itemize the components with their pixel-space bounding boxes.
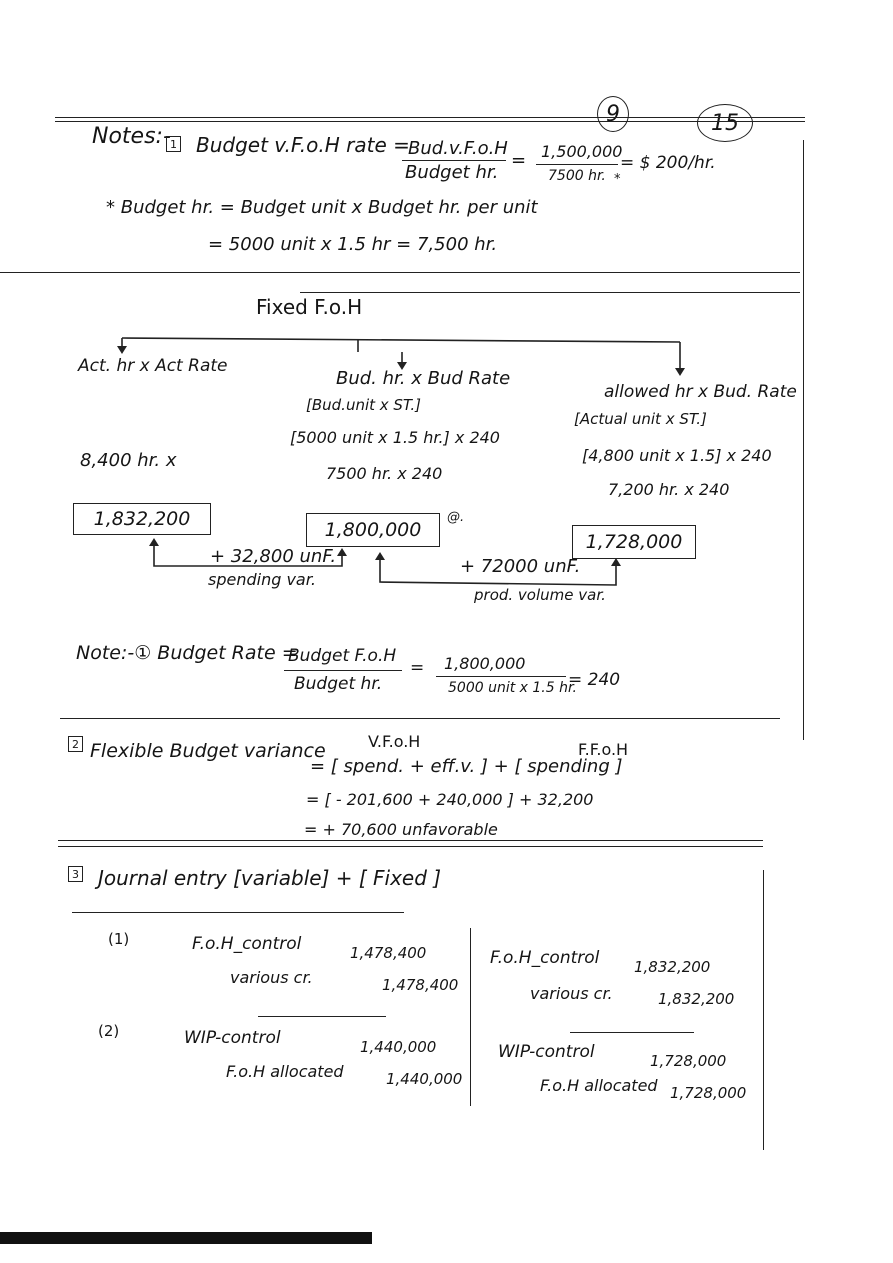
journal-number <box>68 866 83 882</box>
entry2-number: (2) <box>98 1022 120 1040</box>
entry1-debit: F.o.H_control <box>192 934 302 954</box>
entry1-credit-amount: 1,478,400 <box>382 976 459 994</box>
entry1-number: (1) <box>108 930 130 948</box>
col2-calc2: 7500 hr. x 240 <box>326 464 443 483</box>
notes-fraction2-denominator: 7500 hr. <box>548 168 606 184</box>
fixed-entry2-credit: F.o.H allocated <box>540 1076 658 1095</box>
fixed-entry2-credit-amount: 1,728,000 <box>670 1084 747 1102</box>
flexible-title: Flexible Budget variance <box>90 740 326 762</box>
note-rate-label: Note:-① Budget Rate = <box>76 642 298 664</box>
section-rule-3b <box>58 846 763 847</box>
entry1-credit: various cr. <box>230 968 313 987</box>
col2-subheading: [Bud.unit x ST.] <box>306 396 421 414</box>
flexible-ffoh-label: F.F.o.H <box>578 740 629 759</box>
entry2-credit-amount: 1,440,000 <box>386 1070 463 1088</box>
flexible-number <box>68 736 83 752</box>
fixed-entry1-credit: various cr. <box>530 984 613 1003</box>
notes-fraction1-denominator: Budget hr. <box>405 162 499 183</box>
col3-calc2: 7,200 hr. x 240 <box>608 480 730 499</box>
section-rule-2 <box>60 718 780 719</box>
section-rule-3 <box>58 840 763 841</box>
col2-heading: Bud. hr. x Bud Rate <box>336 368 511 389</box>
journal-underline <box>72 912 404 913</box>
note-rate-denominator: Budget hr. <box>294 674 383 694</box>
notes-fraction2-numerator: 1,500,000 <box>541 142 623 161</box>
journal-title: Journal entry [variable] + [ Fixed ] <box>98 866 442 890</box>
fixed-entry1-debit-amount: 1,832,200 <box>634 958 711 976</box>
flexible-vfoh-label: V.F.o.H <box>368 732 421 751</box>
col1-heading: Act. hr x Act Rate <box>78 356 228 376</box>
col1-box <box>73 503 211 535</box>
fixed-entry1-separator <box>570 1032 694 1033</box>
journal-number-text: 3 <box>72 867 79 881</box>
col2-calc1: [5000 unit x 1.5 hr.] x 240 <box>290 428 500 447</box>
entry2-debit: WIP-control <box>184 1028 281 1048</box>
notes-item-number-text: 1 <box>170 137 177 151</box>
entry2-credit: F.o.H allocated <box>226 1062 344 1081</box>
col2-box-value: 1,800,000 <box>324 519 422 541</box>
entry1-separator <box>258 1016 386 1017</box>
fixed-entry2-debit: WIP-control <box>498 1042 595 1062</box>
fixed-entry2-debit-amount: 1,728,000 <box>650 1052 727 1070</box>
note-rate-numerator: Budget F.o.H <box>288 646 397 666</box>
notes-fraction1-numerator: Bud.v.F.o.H <box>408 138 508 159</box>
col1-box-value: 1,832,200 <box>93 508 191 530</box>
entry2-debit-amount: 1,440,000 <box>360 1038 437 1056</box>
note-rate-denominator2: 5000 unit x 1.5 hr. <box>448 680 577 696</box>
fixed-entry1-debit: F.o.H_control <box>490 948 600 968</box>
col3-box-value: 1,728,000 <box>585 531 683 553</box>
flexible-formula: = [ spend. + eff.v. ] + [ spending ] <box>310 756 623 777</box>
notes-star: * <box>614 172 621 187</box>
note-rate-result: = 240 <box>568 670 621 690</box>
fixed-entry1-credit-amount: 1,832,200 <box>658 990 735 1008</box>
volume-variance-value: + 72000 unF. <box>460 556 581 577</box>
col3-heading: allowed hr x Bud. Rate <box>604 382 797 402</box>
notes-rate-label: Budget v.F.o.H rate = <box>196 133 410 157</box>
col2-small-mark: @. <box>447 510 465 525</box>
flexible-calc: = [ - 201,600 + 240,000 ] + 32,200 <box>306 790 594 809</box>
spending-variance-label: spending var. <box>208 570 316 589</box>
page-number-right-text: 15 <box>711 110 739 136</box>
scan-bottom-bar <box>0 1232 372 1244</box>
col3-box <box>572 525 696 559</box>
page-number-left-text: 9 <box>606 101 620 127</box>
col2-box <box>306 513 440 547</box>
note-rate-numerator2: 1,800,000 <box>444 654 526 673</box>
col3-calc1: [4,800 unit x 1.5] x 240 <box>582 446 772 465</box>
entry1-debit-amount: 1,478,400 <box>350 944 427 962</box>
note-rate-equals: = <box>410 658 425 678</box>
budget-hr-line: * Budget hr. = Budget unit x Budget hr. per unit <box>106 197 538 218</box>
journal-divider <box>470 928 471 1106</box>
spending-variance-value: + 32,800 unF. <box>210 546 337 567</box>
fixed-foh-title: Fixed F.o.H <box>256 295 363 319</box>
notes-label: Notes:- <box>92 124 171 149</box>
notes-equals: = <box>511 150 527 171</box>
col1-calc: 8,400 hr. x <box>80 450 177 471</box>
budget-hr-calc: = 5000 unit x 1.5 hr = 7,500 hr. <box>208 234 498 255</box>
flexible-number-text: 2 <box>72 737 79 751</box>
volume-variance-label: prod. volume var. <box>474 586 606 604</box>
col3-subheading: [Actual unit x ST.] <box>574 410 707 428</box>
note-rate-bar2 <box>436 676 566 677</box>
note-rate-bar <box>284 670 402 671</box>
notes-result: = $ 200/hr. <box>620 153 716 173</box>
flexible-result: = + 70,600 unfavorable <box>304 820 498 839</box>
